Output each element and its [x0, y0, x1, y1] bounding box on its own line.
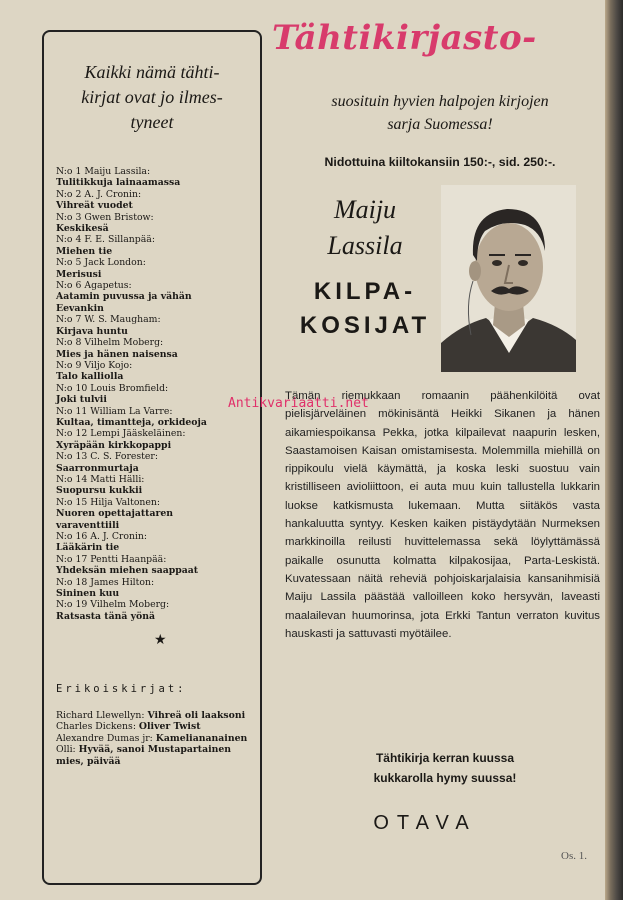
book-list [56, 166, 256, 622]
book-author: Alexandre Dumas jr: [56, 732, 153, 744]
author-line: Maiju [333, 195, 397, 224]
book-author: N:o 15 Hilja Valtonen: [56, 496, 161, 508]
book-title: Kameliananainen [155, 732, 248, 744]
tagline-line: sarja Suomessa! [387, 116, 493, 133]
book-title: Kirjava huntu [56, 325, 128, 337]
book-title: Sininen kuu [56, 588, 120, 600]
watermark-text: Antikvariaatti.net [228, 396, 369, 411]
list-item [56, 531, 256, 554]
book-author: N:o 9 Viljo Kojo: [56, 359, 133, 371]
slogan-line: Tähtikirja kerran kuussa [375, 751, 515, 765]
book-title: Tulitikkuja lainaamassa [56, 177, 181, 189]
book-author: N:o 18 James Hilton: [56, 576, 155, 588]
book-spine-edge [605, 0, 623, 900]
intro-line: kirjat ovat jo ilmes- [81, 87, 223, 107]
book-author: N:o 3 Gwen Bristow: [56, 211, 154, 223]
tagline-line: suosituin hyvien halpojen kirjojen [331, 93, 549, 110]
list-item [56, 383, 256, 406]
book-title: Joki tulvii [56, 394, 107, 406]
book-author: N:o 10 Louis Bromfield: [56, 382, 169, 394]
book-title: Miehen tie [56, 245, 113, 257]
author-line: Lassila [327, 231, 403, 260]
book-title: Oliver Twist [138, 721, 201, 733]
list-item [56, 234, 256, 257]
slogan-line: kukkarolla hymy suussa! [373, 771, 517, 785]
list-item [56, 554, 256, 577]
book-description: Tämän riemukkaan romaanin päähenkilöitä ovat pielisjärveläinen mökinisäntä Heikki Sikanen ja hänen aikamiespoikansa Pekka, jotka kilpailevat naapurin lesken, Saastamoisen Kaisan omistamisesta. Molemmilla miehillä on rippikoulu vielä käymättä, ja koska leski suostuu vain kristilliseen avioliittoon, ei auta muu kuin tallustella lukkarin luokse katkismusta lukemaan. Mutta siitäkös vasta hankaluutta syntyy. Kesken kaiken pistäydytään Nurmeksen markkinoilla reilusti huvittelemassa sekä löylyttämässä paikalle osunutta kolmatta kilpakosijaa, Parta-Leskistä. Kuvatessaan näitä reheviä pohjoiskarjalaisia kansanihmisiä Maiju Lassila päästää valloilleen koko hersyvän, laveasti maalailevan huumorinsa, jota Erkki Tantun verraton kuvitus hauskasti ja sattuvasti myötäilee. [285, 390, 600, 640]
book-title: Kultaa, timantteja, orkideoja [56, 416, 207, 428]
list-item [56, 744, 261, 767]
author-portrait-photo [441, 185, 576, 372]
list-item [56, 599, 256, 622]
book-author: N:o 17 Pentti Haanpää: [56, 553, 167, 565]
intro-line: Kaikki nämä tähti- [84, 62, 220, 82]
publisher-name: OTAVA [373, 812, 477, 834]
star-icon: ★ [154, 633, 167, 648]
book-author: Richard Llewellyn: [56, 710, 145, 721]
book-author: N:o 14 Matti Hälli: [56, 473, 145, 485]
book-author: N:o 2 A. J. Cronin: [56, 188, 142, 200]
list-item [56, 474, 256, 497]
title-line: KILPA- [313, 278, 417, 305]
book-title: Vihreä oli laaksoni [147, 710, 246, 721]
book-title: Hyvää, sanoi Mustapartainen mies, päivää [56, 744, 232, 767]
book-author: N:o 6 Agapetus: [56, 280, 132, 292]
title-line: KOSIJAT [299, 312, 431, 339]
book-author: N:o 19 Vilhelm Moberg: [56, 599, 170, 611]
special-books-list [56, 710, 261, 767]
book-title: Lääkärin tie [56, 542, 120, 554]
book-author: Charles Dickens: [56, 721, 136, 733]
list-item [56, 337, 256, 360]
list-item [56, 451, 256, 474]
list-item [56, 314, 256, 337]
book-author: N:o 13 C. S. Forester: [56, 451, 158, 463]
featured-book-title [290, 275, 440, 343]
book-title: Ratsasta tänä yönä [56, 610, 156, 622]
book-author: N:o 1 Maiju Lassila: [56, 166, 151, 177]
book-title: Vihreät vuodet [56, 200, 133, 212]
series-brand-title: Tähtikirjasto- [272, 18, 537, 58]
book-title: Aatamin puvussa ja vähän Eevankin [56, 291, 192, 314]
book-title: Talo kalliolla [56, 371, 124, 383]
book-author: N:o 12 Lempi Jääskeläinen: [56, 428, 186, 440]
slogan [300, 748, 590, 788]
list-item [56, 212, 256, 235]
book-title: Merisusi [56, 268, 102, 280]
list-item [56, 577, 256, 600]
book-title: Keskikesä [56, 223, 109, 235]
list-item [56, 280, 256, 314]
book-author: N:o 5 Jack London: [56, 257, 146, 269]
book-title: Saarronmurtaja [56, 462, 139, 474]
book-author: N:o 11 William La Varre: [56, 405, 173, 417]
list-item [56, 428, 256, 451]
book-author: N:o 16 A. J. Cronin: [56, 531, 148, 542]
series-intro [52, 60, 252, 135]
book-author: N:o 8 Vilhelm Moberg: [56, 337, 164, 349]
book-title: Nuoren opettajattaren varaventtiili [56, 508, 174, 531]
author-name [300, 192, 430, 264]
book-title: Yhdeksän miehen saappaat [56, 565, 199, 577]
intro-line: tyneet [130, 112, 174, 132]
list-item [56, 257, 256, 280]
price-info: Nidottuina kiiltokansiin 150:-, sid. 250:-. [324, 155, 556, 169]
special-books-heading: Erikoiskirjat: [56, 683, 187, 695]
book-title: Suopursu kukkii [56, 485, 143, 497]
list-item [56, 406, 256, 429]
list-item [56, 166, 256, 189]
list-item [56, 189, 256, 212]
series-tagline [280, 90, 600, 136]
book-author: N:o 4 F. E. Sillanpää: [56, 234, 155, 246]
book-title: Xyräpään kirkkopappi [56, 439, 172, 451]
list-item [56, 721, 261, 732]
list-item [56, 360, 256, 383]
list-item [56, 733, 261, 744]
list-item [56, 710, 261, 721]
book-author: Olli: [56, 744, 76, 756]
series-number: Os. 1. [561, 850, 587, 862]
book-title: Mies ja hänen naisensa [56, 348, 178, 360]
portrait-illustration [441, 185, 576, 372]
book-author: N:o 7 W. S. Maugham: [56, 314, 161, 326]
list-item [56, 497, 256, 531]
